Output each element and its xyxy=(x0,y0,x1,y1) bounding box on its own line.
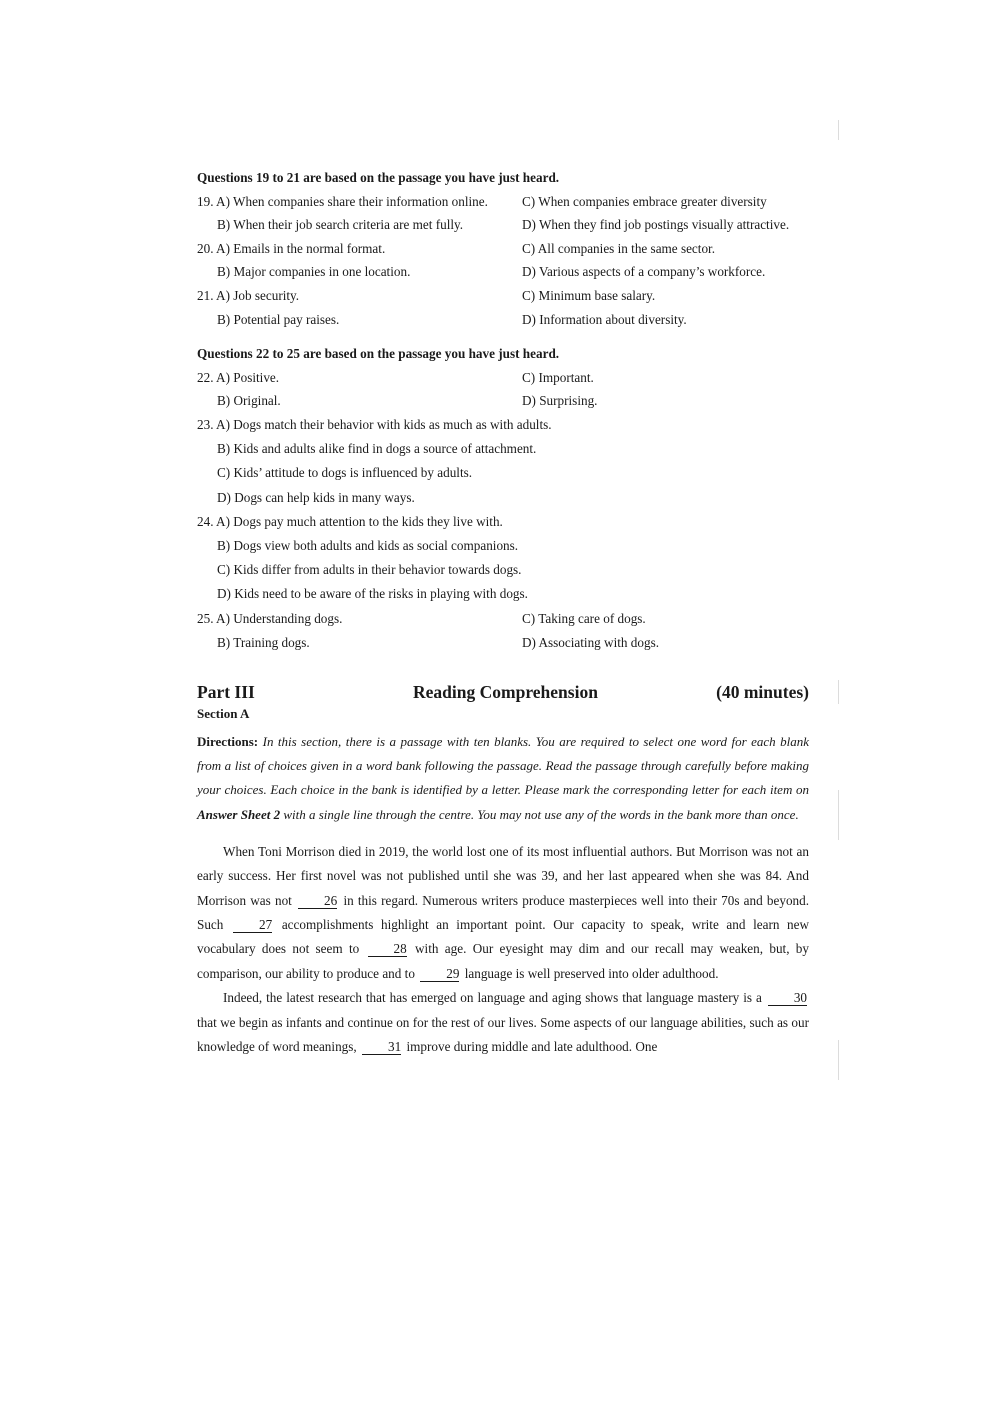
part-header xyxy=(197,681,809,703)
questions-19-21-heading: Questions 19 to 21 are based on the passage you have just heard. xyxy=(197,170,560,185)
option-21a: 21. A) Job security. xyxy=(197,287,300,303)
passage-text: in this regard. Numerous writers produce masterpieces well into their 70s and beyond. Such xyxy=(197,892,810,932)
option-20d: D) Various aspects of a company’s workforce. xyxy=(522,264,766,280)
option-23a: 23. A) Dogs match their behavior with kids as much as with adults. xyxy=(197,416,552,432)
option-22c: C) Important. xyxy=(522,369,594,385)
option-25d: D) Associating with dogs. xyxy=(522,634,659,650)
exam-content xyxy=(197,166,809,1059)
directions-label: Directions: xyxy=(197,733,259,749)
scan-edge-line xyxy=(838,790,839,840)
option-20c: C) All companies in the same sector. xyxy=(522,240,716,256)
option-24b: B) Dogs view both adults and kids as social companions. xyxy=(217,537,519,553)
option-21d: D) Information about diversity. xyxy=(522,311,687,327)
directions-text-2: with a single line through the centre. You may not use any of the words in the bank more than once. xyxy=(280,806,799,822)
question-19 xyxy=(197,190,809,237)
option-21c: C) Minimum base salary. xyxy=(522,287,656,303)
scan-edge-line xyxy=(838,120,839,140)
blank-27: 27 xyxy=(233,917,272,933)
question-20 xyxy=(197,237,809,284)
option-19d: D) When they find job postings visually attractive. xyxy=(522,217,790,233)
question-24 xyxy=(197,510,809,607)
option-22d: D) Surprising. xyxy=(522,393,598,409)
blank-30: 30 xyxy=(768,990,807,1006)
question-25 xyxy=(197,607,809,655)
option-19c: C) When companies embrace greater diversity xyxy=(522,193,767,209)
directions xyxy=(197,730,809,827)
section-label: Section A xyxy=(197,705,250,721)
option-24c: C) Kids differ from adults in their behavior towards dogs. xyxy=(217,562,522,578)
option-19a: 19. A) When companies share their information online. xyxy=(197,193,488,209)
option-23b: B) Kids and adults alike find in dogs a source of attachment. xyxy=(217,441,537,457)
passage-paragraph-2 xyxy=(197,986,809,1059)
question-21 xyxy=(197,284,809,331)
scan-edge-line xyxy=(838,1040,839,1080)
scan-edge-line xyxy=(838,680,839,704)
passage-paragraph-1 xyxy=(197,840,809,986)
option-25a: 25. A) Understanding dogs. xyxy=(197,610,343,626)
question-23 xyxy=(197,413,809,510)
option-24d: D) Kids need to be aware of the risks in playing with dogs. xyxy=(217,586,528,602)
part-label: Part III xyxy=(197,681,255,702)
passage-text: accomplishments highlight an important point. Our capacity to speak, write and learn new vocabulary does not seem to xyxy=(197,917,810,957)
option-25c: C) Taking care of dogs. xyxy=(522,610,646,626)
option-22a: 22. A) Positive. xyxy=(197,369,280,385)
option-19b: B) When their job search criteria are met fully. xyxy=(217,217,464,233)
passage-text: When Toni Morrison died in 2019, the world lost one of its most influential authors. But Morrison was not an early success. Her first novel was not published until she was 39, and her last appeared when she was 84. And Morrison was not xyxy=(197,843,809,908)
blank-26: 26 xyxy=(298,893,337,909)
passage-text: Indeed, the latest research that has emerged on language and aging shows that language mastery is a xyxy=(223,990,762,1006)
passage-text: improve during middle and late adulthood. One xyxy=(406,1039,658,1055)
option-21b: B) Potential pay raises. xyxy=(217,311,340,327)
passage-text: language is well preserved into older adulthood. xyxy=(464,965,719,981)
passage-text: that we begin as infants and continue on for the rest of our lives. Some aspects of our language abilities, such as our knowledge of word meanings, xyxy=(197,1014,809,1055)
blank-28: 28 xyxy=(368,941,407,957)
option-23d: D) Dogs can help kids in many ways. xyxy=(217,489,415,505)
option-20a: 20. A) Emails in the normal format. xyxy=(197,240,386,256)
option-22b: B) Original. xyxy=(217,393,281,409)
option-24a: 24. A) Dogs pay much attention to the kids they live with. xyxy=(197,513,503,529)
part-title: Reading Comprehension xyxy=(413,681,598,702)
directions-answer-sheet: Answer Sheet 2 xyxy=(197,806,281,822)
questions-22-25-heading: Questions 22 to 25 are based on the passage you have just heard. xyxy=(197,346,560,362)
passage-text: with age. Our eyesight may dim and our recall may weaken, but, by comparison, our ability to produce and to xyxy=(197,941,809,981)
option-25b: B) Training dogs. xyxy=(217,634,310,650)
option-23c: C) Kids’ attitude to dogs is influenced by adults. xyxy=(217,465,473,481)
blank-29: 29 xyxy=(420,966,459,982)
option-20b: B) Major companies in one location. xyxy=(217,264,411,280)
question-22 xyxy=(197,366,809,413)
blank-31: 31 xyxy=(362,1039,401,1055)
part-time: (40 minutes) xyxy=(716,681,809,702)
directions-text-1: In this section, there is a passage with ten blanks. You are required to select one word for each blank from a list of choices given in a word bank following the passage. Read the passage through carefully before making your choices. Each choice in the bank is identified by a letter. Please mark the corresponding letter for each item on xyxy=(197,733,809,798)
reading-passage xyxy=(197,840,809,1060)
